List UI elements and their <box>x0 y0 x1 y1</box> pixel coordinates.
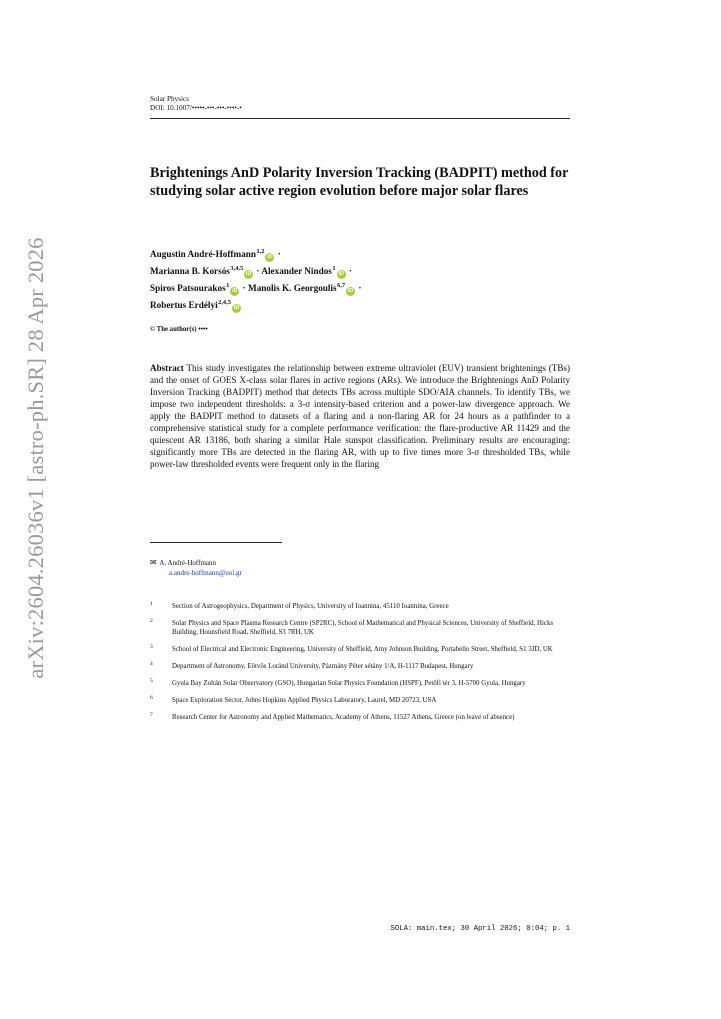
affiliation-number: 6 <box>150 694 153 701</box>
author-name: Alexander Nindos <box>261 266 332 276</box>
affiliation-text: Gyula Bay Zoltán Solar Observatory (GSO), Hungarian Solar Physics Foundation (HSPF), Petőfi tér 3, H-5700 Gyula, Hungary <box>172 679 526 687</box>
author-line <box>150 245 570 262</box>
corresponding-name: A. André-Hoffmann <box>159 559 217 567</box>
author-name: Spiros Patsourakos <box>150 283 226 293</box>
abstract-label: Abstract <box>150 363 184 373</box>
author-separator: · <box>346 266 352 276</box>
footnote-rule <box>150 542 282 543</box>
author-list <box>150 245 570 313</box>
journal-doi: DOI: 10.1007/•••••-•••-•••-••••-• <box>150 104 242 112</box>
author-affiliation: 1 <box>332 265 336 272</box>
affiliation-text: Research Center for Astronomy and Applied Mathematics, Academy of Athens, 11527 Athens, Greece (on leave of absence) <box>172 713 515 721</box>
affiliation-number: 2 <box>150 617 153 624</box>
affiliation-item <box>150 679 570 688</box>
affiliation-number: 3 <box>150 644 153 651</box>
affiliation-text: Department of Astronomy, Eötvös Loránd University, Pázmány Péter sétány 1/A, H-1117 Budapest, Hungary <box>172 662 474 670</box>
author-separator: · <box>356 283 362 293</box>
author-line <box>150 296 570 313</box>
abstract-text: This study investigates the relationship between extreme ultraviolet (EUV) transient brightenings (TBs) and the onset of GOES X-class solar flares in active regions (ARs). We introduce the Brightenings AnD Polarity Inversion Tracking (BADPIT) method that detects TBs across multiple SDO/AIA channels. To identify TBs, we impose two independent thresholds: a 3-σ intensity-based criterion and a power-law divergence approach. We apply the BADPIT method to datasets of a flaring and a non-flaring AR for 24 hours as a pathfinder to a comprehensive statistical study for a complete performance verification: the flare-productive AR 11429 and the quiescent AR 13186, both sharing a similar Hale sunspot classification. Preliminary results are encouraging: significantly more TBs are detected in the flaring AR, with up to five times more 3-σ thresholded TBs, while power-law thresholded events were frequent only in the flaring <box>150 363 570 469</box>
affiliation-number: 1 <box>150 601 153 607</box>
affiliation-item <box>150 645 570 654</box>
orcid-icon[interactable]: iD <box>338 271 344 277</box>
affiliation-text: School of Electrical and Electronic Engineering, University of Sheffield, Amy Johnson Building, Portabello Street, Sheffield, S1 3JD, UK <box>172 646 553 654</box>
page-footer: SOLA: main.tex; 30 April 2026; 0:04; p. 1 <box>390 925 570 933</box>
affiliation-list <box>150 602 570 730</box>
journal-name: Solar Physics <box>150 95 189 103</box>
affiliation-item <box>150 602 570 611</box>
envelope-icon: ✉ <box>150 558 157 567</box>
author-separator: · <box>240 283 246 293</box>
author-line <box>150 279 570 296</box>
author-affiliation: 6,7 <box>337 282 346 289</box>
affiliation-number: 5 <box>150 677 153 684</box>
arxiv-sidebar <box>18 237 54 679</box>
header-rule <box>150 118 570 119</box>
author-affiliation: 1,2 <box>256 248 265 255</box>
affiliation-item <box>150 713 570 722</box>
orcid-icon[interactable]: iD <box>232 288 238 294</box>
author-line <box>150 262 570 279</box>
paper-title: Brightenings AnD Polarity Inversion Tracking (BADPIT) method for studying solar active region evolution before major solar flares <box>150 165 569 200</box>
affiliation-item <box>150 696 570 705</box>
journal-header <box>150 95 242 113</box>
copyright-notice: © The author(s) •••• <box>150 326 208 333</box>
affiliation-number: 7 <box>150 711 153 718</box>
corresponding-email-link[interactable]: a.andre-hoffmann@uoi.gr <box>169 569 242 577</box>
author-name: Manolis K. Georgoulis <box>248 283 337 293</box>
affiliation-item <box>150 662 570 671</box>
author-separator: · <box>275 249 281 259</box>
author-affiliation: 3,4,5 <box>230 265 244 272</box>
orcid-icon[interactable]: iD <box>267 254 273 260</box>
orcid-icon[interactable]: iD <box>245 271 252 277</box>
affiliation-item <box>150 619 570 638</box>
corresponding-author <box>150 558 242 578</box>
author-affiliation: 1 <box>226 282 230 289</box>
affiliation-text: Space Exploration Sector, Johns Hopkins Applied Physics Laboratory, Laurel, MD 20723, USA <box>172 696 437 704</box>
author-separator: · <box>254 266 260 276</box>
orcid-icon[interactable]: iD <box>347 288 354 294</box>
author-name: Augustin André-Hoffmann <box>150 249 256 259</box>
author-name: Marianna B. Korsós <box>150 266 230 276</box>
affiliation-number: 4 <box>150 660 153 667</box>
affiliation-text: Section of Astrogeophysics, Department of Physics, University of Ioannina, 45110 Ioannina, Greece <box>172 603 449 610</box>
affiliation-text: Solar Physics and Space Plasma Research Centre (SP2RC), School of Mathematical and Physical Sciences, University of Sheffield, Hicks Building, Hounsfield Road, Sheffield, S3 7RH, UK <box>172 619 554 637</box>
arxiv-identifier: arXiv:2604.26036v1 [astro-ph.SR] 28 Apr 2026 <box>23 237 48 679</box>
author-affiliation: 2,4,5 <box>218 299 231 306</box>
orcid-icon[interactable]: iD <box>233 305 240 311</box>
author-name: Robertus Erdélyi <box>150 300 218 310</box>
abstract <box>150 363 570 471</box>
